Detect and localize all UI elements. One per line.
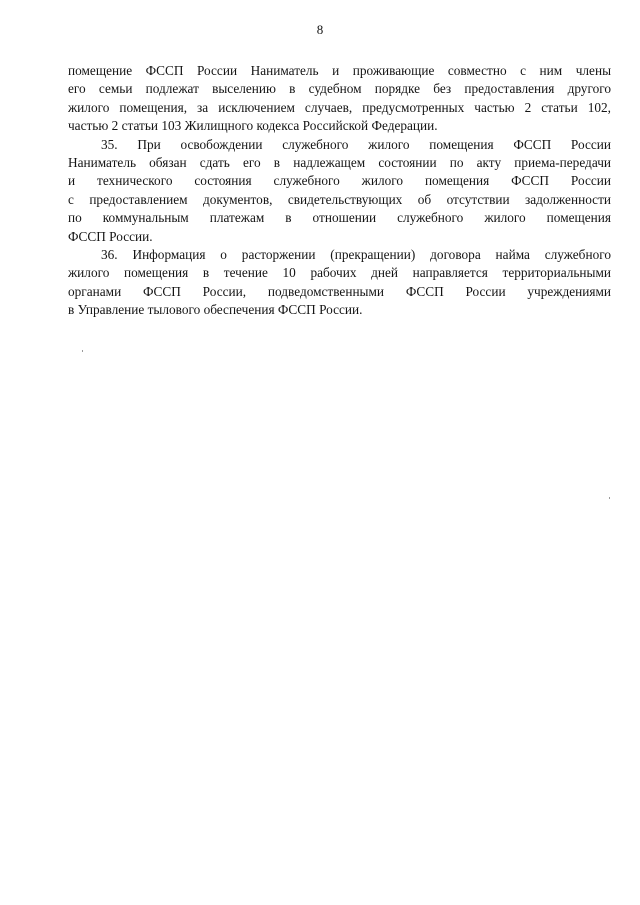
text-line: в Управление тылового обеспечения ФССП России.: [68, 302, 363, 318]
scan-speck: [609, 497, 610, 499]
text-line: жилого помещения, за исключением случаев, предусмотренных частью 2 статьи 102,: [68, 99, 611, 115]
text-line: его семьи подлежат выселению в судебном порядке без предоставления другого: [68, 81, 611, 97]
text-line: помещение ФССП России Наниматель и проживающие совместно с ним члены: [68, 63, 611, 78]
scan-speck: [82, 350, 83, 352]
text-line: по коммунальным платежам в отношении служебного жилого помещения: [68, 210, 611, 226]
text-line: 36. Информация о расторжении (прекращении) договора найма служебного: [101, 246, 611, 262]
paragraph-36: [68, 246, 611, 320]
text-line: органами ФССП России, подведомственными ФССП России учреждениями: [68, 283, 611, 299]
text-line: частью 2 статьи 103 Жилищного кодекса Российской Федерации.: [68, 118, 438, 134]
page-number: 8: [316, 22, 324, 37]
paragraph-35: [68, 136, 611, 246]
text-line: с предоставлением документов, свидетельствующих об отсутствии задолженности: [68, 191, 611, 207]
text-line: ФССП России.: [68, 228, 153, 244]
text-line: Наниматель обязан сдать его в надлежащем состоянии по акту приема-передачи: [68, 154, 611, 170]
text-line: жилого помещения в течение 10 рабочих дней направляется территориальными: [68, 265, 611, 281]
paragraph-continuation: [68, 62, 611, 136]
text-line: 35. При освобождении служебного жилого помещения ФССП России: [101, 136, 611, 152]
document-body: [68, 62, 611, 319]
text-line: и технического состояния служебного жилого помещения ФССП России: [68, 173, 611, 189]
